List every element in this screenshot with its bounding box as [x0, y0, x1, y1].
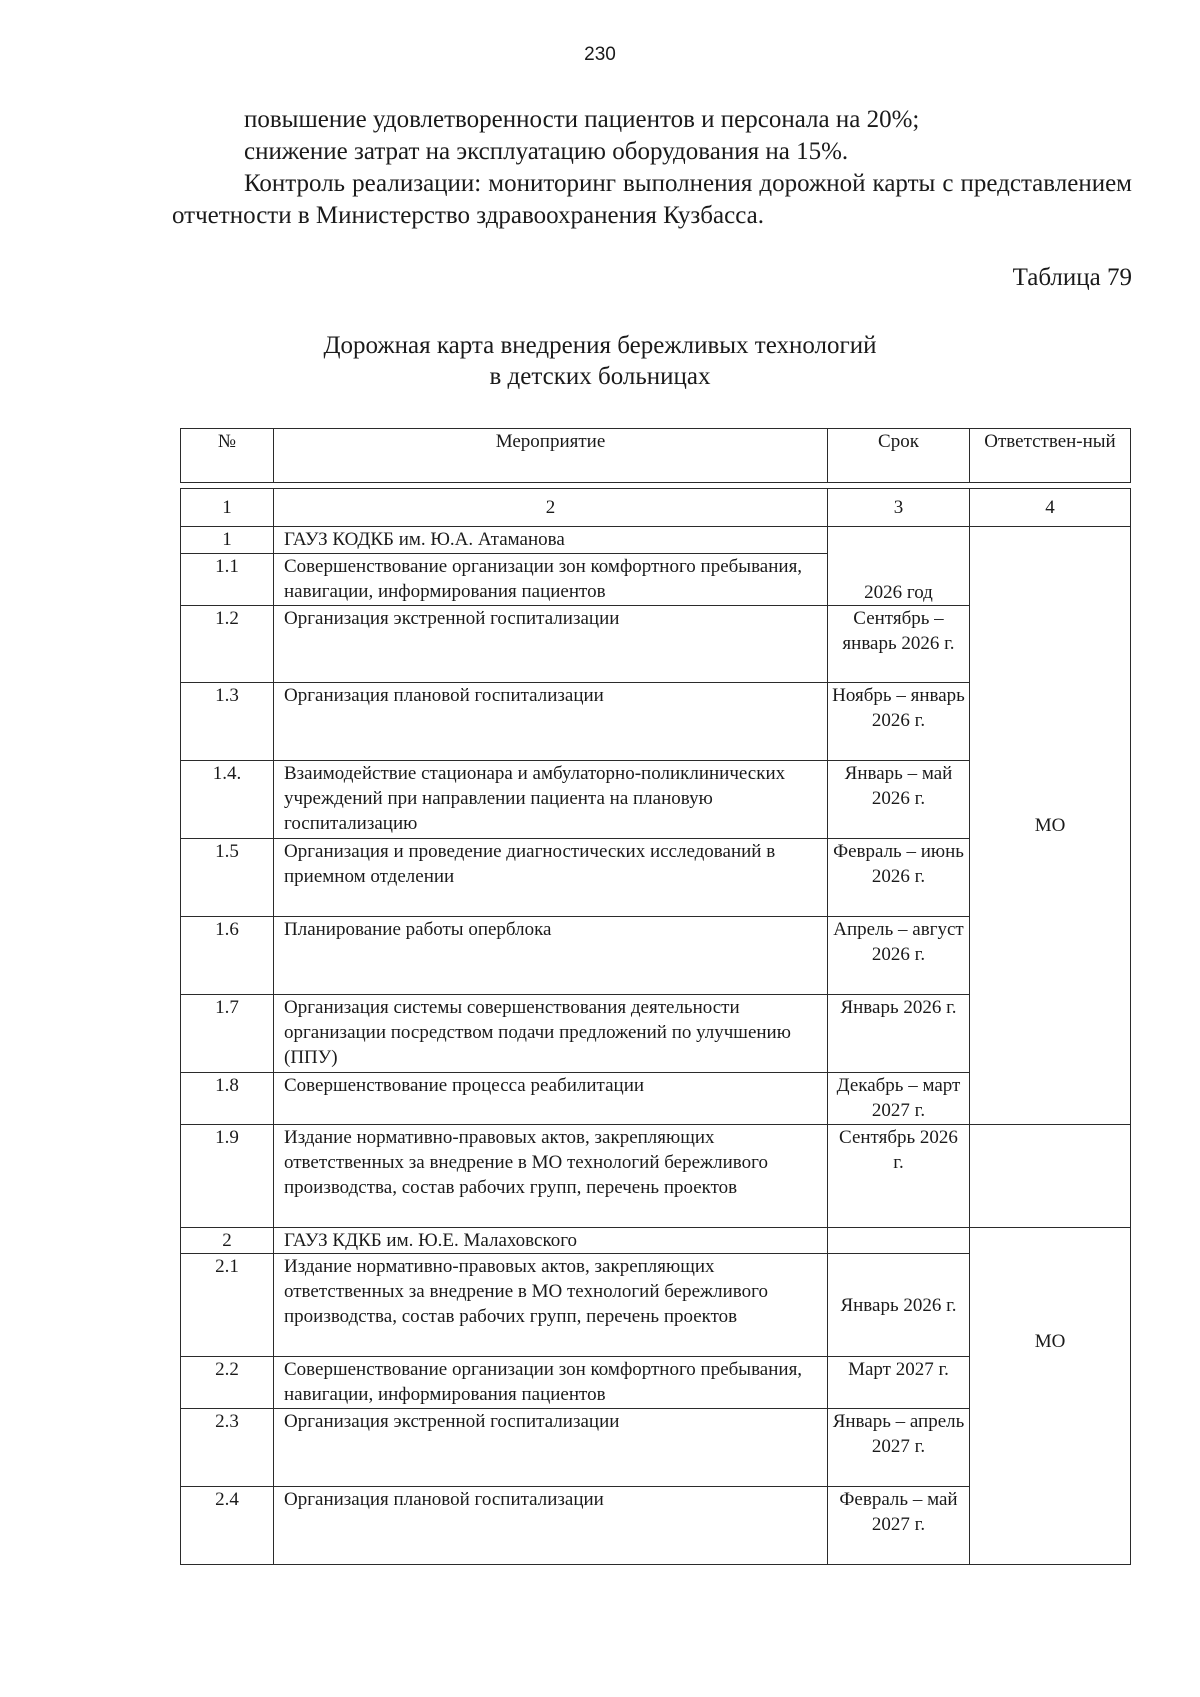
row-num: 2.1: [181, 1254, 274, 1357]
row-term: Январь – май 2026 г.: [828, 761, 970, 839]
column-number-1: 1: [181, 489, 274, 527]
header-event: Мероприятие: [274, 429, 828, 483]
table-row: [181, 527, 1131, 554]
row-term: Декабрь – март 2027 г.: [828, 1073, 970, 1125]
row-num: 1.7: [181, 995, 274, 1073]
row-num: 2.4: [181, 1487, 274, 1565]
intro-line-2: снижение затрат на эксплуатацию оборудования на 15%.: [244, 138, 849, 165]
table-row: [181, 1228, 1131, 1254]
row-num: 1.8: [181, 1073, 274, 1125]
table-header: [180, 428, 1131, 483]
row-term: Апрель – август 2026 г.: [828, 917, 970, 995]
header-responsible: Ответствен-ный: [970, 429, 1131, 483]
column-number-4: 4: [970, 489, 1131, 527]
row-term: Март 2027 г.: [828, 1357, 970, 1409]
row-num: 2.2: [181, 1357, 274, 1409]
intro-line-3: Контроль реализации: мониторинг выполнения дорожной карты с представлением отчетности в Министерство здравоохранения Кузбасса.: [172, 170, 1132, 229]
header-term: Срок: [828, 429, 970, 483]
row-event: Совершенствование организации зон комфортного пребывания, навигации, информирования пациентов: [274, 1357, 828, 1409]
row-num: 1.4.: [181, 761, 274, 839]
row-event: Издание нормативно-правовых актов, закрепляющих ответственных за внедрение в МО технологий бережливого производства, состав рабочих групп, перечень проектов: [274, 1125, 828, 1228]
column-number-2: 2: [274, 489, 828, 527]
row-term: Январь 2026 г.: [828, 1254, 970, 1357]
row-term: Сентябрь 2026 г.: [828, 1125, 970, 1228]
row-responsible: МО: [970, 1228, 1131, 1565]
page-number: 230: [584, 44, 616, 65]
row-num: 1: [181, 527, 274, 554]
intro-line-1: повышение удовлетворенности пациентов и персонала на 20%;: [244, 106, 920, 133]
row-event: Издание нормативно-правовых актов, закрепляющих ответственных за внедрение в МО технологий бережливого производства, состав рабочих групп, перечень проектов: [274, 1254, 828, 1357]
table-title: [0, 330, 1200, 392]
table-title-line-2: в детских больницах: [489, 363, 711, 390]
row-num: 1.1: [181, 554, 274, 606]
row-num: 1.3: [181, 683, 274, 761]
row-num: 1.9: [181, 1125, 274, 1228]
row-num: 1.6: [181, 917, 274, 995]
row-event: Совершенствование организации зон комфортного пребывания, навигации, информирования пациентов: [274, 554, 828, 606]
row-event: Организация и проведение диагностических исследований в приемном отделении: [274, 839, 828, 917]
row-event: Организация экстренной госпитализации: [274, 606, 828, 683]
intro-text: [172, 104, 1132, 232]
row-event: ГАУЗ КОДКБ им. Ю.А. Атаманова: [274, 527, 828, 554]
row-event: Организация плановой госпитализации: [274, 1487, 828, 1565]
row-responsible: [970, 1125, 1131, 1228]
table-row: [181, 1125, 1131, 1228]
roadmap-table: [180, 488, 1131, 1565]
row-event: Совершенствование процесса реабилитации: [274, 1073, 828, 1125]
row-event: Взаимодействие стационара и амбулаторно-поликлинических учреждений при направлении пациента на плановую госпитализацию: [274, 761, 828, 839]
row-term: Февраль – июнь 2026 г.: [828, 839, 970, 917]
table-title-line-1: Дорожная карта внедрения бережливых технологий: [323, 332, 877, 359]
header-num: №: [181, 429, 274, 483]
row-num: 1.2: [181, 606, 274, 683]
table-label: Таблица 79: [1012, 264, 1132, 291]
row-event: Организация плановой госпитализации: [274, 683, 828, 761]
row-term: [828, 1228, 970, 1254]
row-responsible: МО: [970, 527, 1131, 1125]
row-num: 1.5: [181, 839, 274, 917]
row-term: Январь 2026 г.: [828, 995, 970, 1073]
row-term: Январь – апрель 2027 г.: [828, 1409, 970, 1487]
row-event: Организация экстренной госпитализации: [274, 1409, 828, 1487]
row-term: Февраль – май 2027 г.: [828, 1487, 970, 1565]
column-number-3: 3: [828, 489, 970, 527]
row-event: Планирование работы оперблока: [274, 917, 828, 995]
row-num: 2: [181, 1228, 274, 1254]
row-num: 2.3: [181, 1409, 274, 1487]
row-term: Ноябрь – январь 2026 г.: [828, 683, 970, 761]
row-event: ГАУЗ КДКБ им. Ю.Е. Малаховского: [274, 1228, 828, 1254]
row-term: Сентябрь – январь 2026 г.: [828, 606, 970, 683]
row-event: Организация системы совершенствования деятельности организации посредством подачи предложений по улучшению (ППУ): [274, 995, 828, 1073]
row-term: 2026 год: [828, 527, 970, 606]
